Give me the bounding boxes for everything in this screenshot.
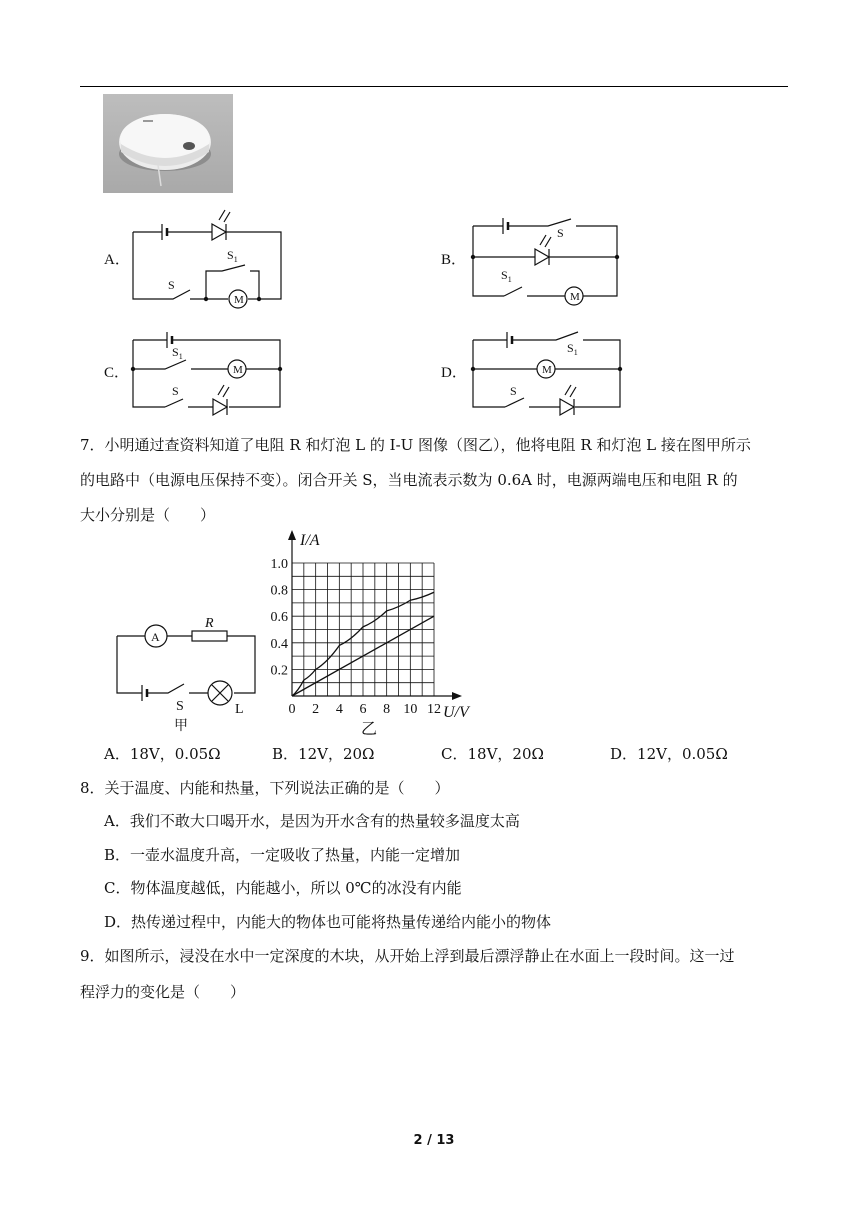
q8-option-d[interactable]: D．热传递过程中，内能大的物体也可能将热量传递给内能小的物体 [104,913,552,931]
switch-s-label: S [168,278,175,292]
switch-s-label: S [172,384,179,398]
q9-stem-line2: 程浮力的变化是（ ） [80,983,246,1001]
robot-vacuum-image [103,94,233,193]
q8-stem: 8．关于温度、内能和热量，下列说法正确的是（ ） [80,779,450,797]
x-tick-label: 12 [427,702,441,717]
x-tick-label: 2 [312,702,320,717]
x-tick-label: 0 [288,702,296,717]
switch-s-label: S [510,384,517,398]
switch-s1-label: $S_1$ [172,345,183,361]
circuit-caption: 甲 [174,719,188,734]
switch-s-label: S [557,226,564,240]
header-rule [80,86,788,87]
motor-label: M [542,364,552,376]
y-axis-label: I/A [300,532,320,549]
circuit-a [133,210,281,308]
q7-answer-d[interactable]: D．12V，0.05Ω [610,745,728,763]
y-tick-label: 0.4 [270,636,288,652]
q8-option-a[interactable]: A．我们不敢大口喝开水，是因为开水含有的热量较多温度太高 [104,812,520,830]
x-tick-label: 10 [403,702,418,717]
option-a-label: A． [104,252,130,268]
switch-s1-label: $S_1$ [567,341,578,357]
q8-option-b[interactable]: B．一壶水温度升高，一定吸收了热量，内能一定增加 [104,846,461,864]
y-tick-label: 0.8 [270,583,288,599]
ammeter-label: A [151,630,160,644]
y-tick-label: 0.2 [270,663,288,679]
circuit-jia [100,600,270,740]
x-axis-arrow [452,692,462,700]
x-tick-label: 4 [335,702,343,717]
q8-option-c[interactable]: C．物体温度越低，内能越小，所以 0℃的冰没有内能 [104,879,462,897]
q7-answer-a[interactable]: A．18V，0.05Ω [104,745,221,763]
option-c-label: C． [104,365,130,381]
q7-stem-line2: 的电路中（电源电压保持不变）。闭合开关 S，当电流表示数为 0.6A 时，电源两端电压和电阻 R 的 [80,471,738,489]
circuit-b [471,218,618,305]
q7-stem-line1: 7．小明通过查资料知道了电阻 R 和灯泡 L 的 I-U 图像（图乙），他将电阻 R 和灯泡 L 接在图甲所示 [80,436,751,454]
y-axis-arrow [288,530,296,540]
resistor-icon [192,631,227,641]
motor-label: M [234,294,244,306]
x-tick-label: 8 [383,702,391,717]
switch-s1-label: $S_1$ [501,268,512,284]
lamp-label: L [235,702,244,717]
circuit-c [131,332,281,415]
y-tick-label: 0.6 [270,610,288,626]
q9-stem-line1: 9．如图所示，浸没在水中一定深度的木块，从开始上浮到最后漂浮静止在水面上一段时间。这一过 [80,947,735,965]
y-tick-label: 1.0 [270,557,288,572]
iu-chart [260,525,480,740]
q7-answer-b[interactable]: B．12V，20Ω [272,745,375,763]
option-b-label: B． [441,252,467,268]
q7-stem-line3: 大小分别是（ ） [80,506,216,524]
x-tick-label: 6 [359,702,367,717]
motor-label: M [233,364,243,376]
lamp-icon [208,681,232,705]
chart-caption: 乙 [361,721,378,738]
page-number: 2 / 13 [413,1133,455,1148]
x-axis-label: U/V [443,704,469,721]
q6-circuits [0,195,868,417]
motor-label: M [570,291,580,303]
switch-s-label: S [176,699,184,714]
option-d-label: D． [441,365,467,381]
switch-s1-label: $S_1$ [227,248,238,264]
resistor-label: R [205,616,214,631]
q7-answer-c[interactable]: C．18V，20Ω [441,745,544,763]
